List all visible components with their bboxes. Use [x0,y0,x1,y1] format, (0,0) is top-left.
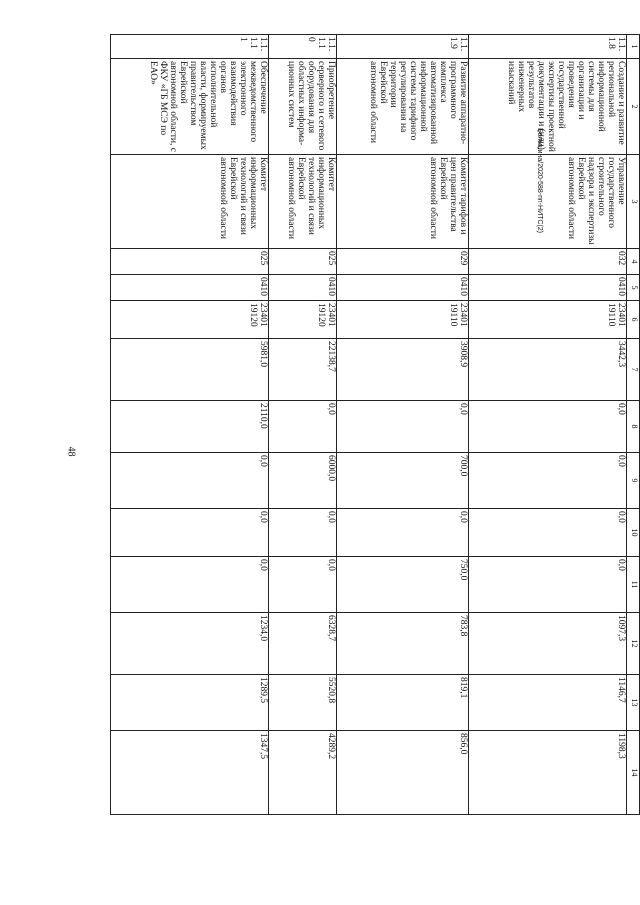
col-header: 5 [627,275,640,301]
cell-col-10: 0,0 [469,509,627,557]
cell-col-8: 0,0 [268,401,336,453]
col-header: 6 [627,301,640,339]
cell-col-14: 1347,5 [111,731,269,815]
cell-col-14: 1198,3 [469,731,627,815]
col-header: 3 [627,155,640,249]
col-header: 2 [627,59,640,155]
cell-col-2: Приобретение серверного и сетевого оборудования для областных информа-ционных систем [268,59,336,155]
cell-col-4: 025 [111,249,269,275]
cell-col-1: 1.1. 1.9 [336,35,468,59]
cell-col-12: 6328,7 [268,613,336,675]
cell-col-12: 1234,0 [111,613,269,675]
cell-col-5: 0410 [111,275,269,301]
cell-col-6: 23401 19120 [111,301,269,339]
col-header: 10 [627,509,640,557]
cell-col-3: Управление государственного строительного надзора и экспертизы Еврейской автономной области [469,155,627,249]
cell-col-7: 22138,7 [268,339,336,401]
cell-col-7: 3442,3 [469,339,627,401]
cell-col-13: 1289,5 [111,675,269,731]
col-header: 8 [627,401,640,453]
cell-col-2: Развитие аппаратно-программного комплекса автоматизированной информационной системы тарифного регулирования на территории Еврейской автономной области [336,59,468,155]
cell-col-1: 1.1. 1.1 1 [111,35,269,59]
cell-col-7: 5981,0 [111,339,269,401]
cell-col-11: 750,0 [336,557,468,613]
cell-col-9: 0,0 [469,453,627,509]
cell-col-5: 0410 [268,275,336,301]
cell-col-8: 2110,0 [111,401,269,453]
cell-col-11: 0,0 [469,557,627,613]
cell-col-10: 0,0 [268,509,336,557]
cell-col-13: 5520,8 [268,675,336,731]
cell-col-11: 0,0 [268,557,336,613]
col-header: 1 [627,35,640,59]
table-row [336,35,468,815]
cell-col-12: 783,8 [336,613,468,675]
cell-col-1: 1.1. 1.8 [469,35,627,59]
cell-col-10: 0,0 [111,509,269,557]
budget-table-wrapper [110,34,640,814]
cell-col-13: 819,1 [336,675,468,731]
cell-col-2: Создание и развитие региональной информационной системы для организации и проведения государственной экспертизы проектной документации и (или) результатов инженерных изысканий [469,59,627,155]
cell-col-6: 23401 19110 [336,301,468,339]
cell-col-9: 0,0 [111,453,269,509]
cell-col-4: 032 [469,249,627,275]
cell-col-1: 1.1. 1.1 0 [268,35,336,59]
cell-col-6: 23401 19110 [469,301,627,339]
cell-col-12: 1097,3 [469,613,627,675]
cell-col-13: 1146,7 [469,675,627,731]
col-header: 13 [627,675,640,731]
col-header: 7 [627,339,640,401]
cell-col-9: 700,0 [336,453,468,509]
table-row [469,35,627,815]
cell-col-8: 0,0 [469,401,627,453]
cell-col-14: 4289,2 [268,731,336,815]
cell-col-4: 025 [268,249,336,275]
col-header: 12 [627,613,640,675]
table-row [111,35,269,815]
cell-col-5: 0410 [336,275,468,301]
cell-col-14: 856,0 [336,731,468,815]
cell-col-3: Комитет информационных технологий и связи Еврейской автономной области [111,155,269,249]
cell-col-9: 6000,0 [268,453,336,509]
table-row [268,35,336,815]
document-code: Бельшина/2020-588-пп-НИТС(2) [536,128,543,234]
col-header: 9 [627,453,640,509]
cell-col-4: 029 [336,249,468,275]
cell-col-3: Комитет информационных технологий и связи Еврейской автономной области [268,155,336,249]
cell-col-10: 0,0 [336,509,468,557]
cell-col-7: 3908,9 [336,339,468,401]
budget-table [110,34,640,815]
col-header: 4 [627,249,640,275]
cell-col-5: 0410 [469,275,627,301]
cell-col-11: 0,0 [111,557,269,613]
cell-col-8: 0,0 [336,401,468,453]
col-header: 14 [627,731,640,815]
cell-col-2: Обеспечение межведомственного электронного взаимодействия органов исполнительной власти, формируемых правительством Еврейской автономной области, с ФКУ «ГБ МСЭ по ЕАО» [111,59,269,155]
page-number: 48 [65,446,77,457]
cell-col-3: Комитет тарифов и цен правительства Еврейской автономной области [336,155,468,249]
cell-col-6: 23401 19120 [268,301,336,339]
col-header: 11 [627,557,640,613]
header-row [627,35,640,815]
